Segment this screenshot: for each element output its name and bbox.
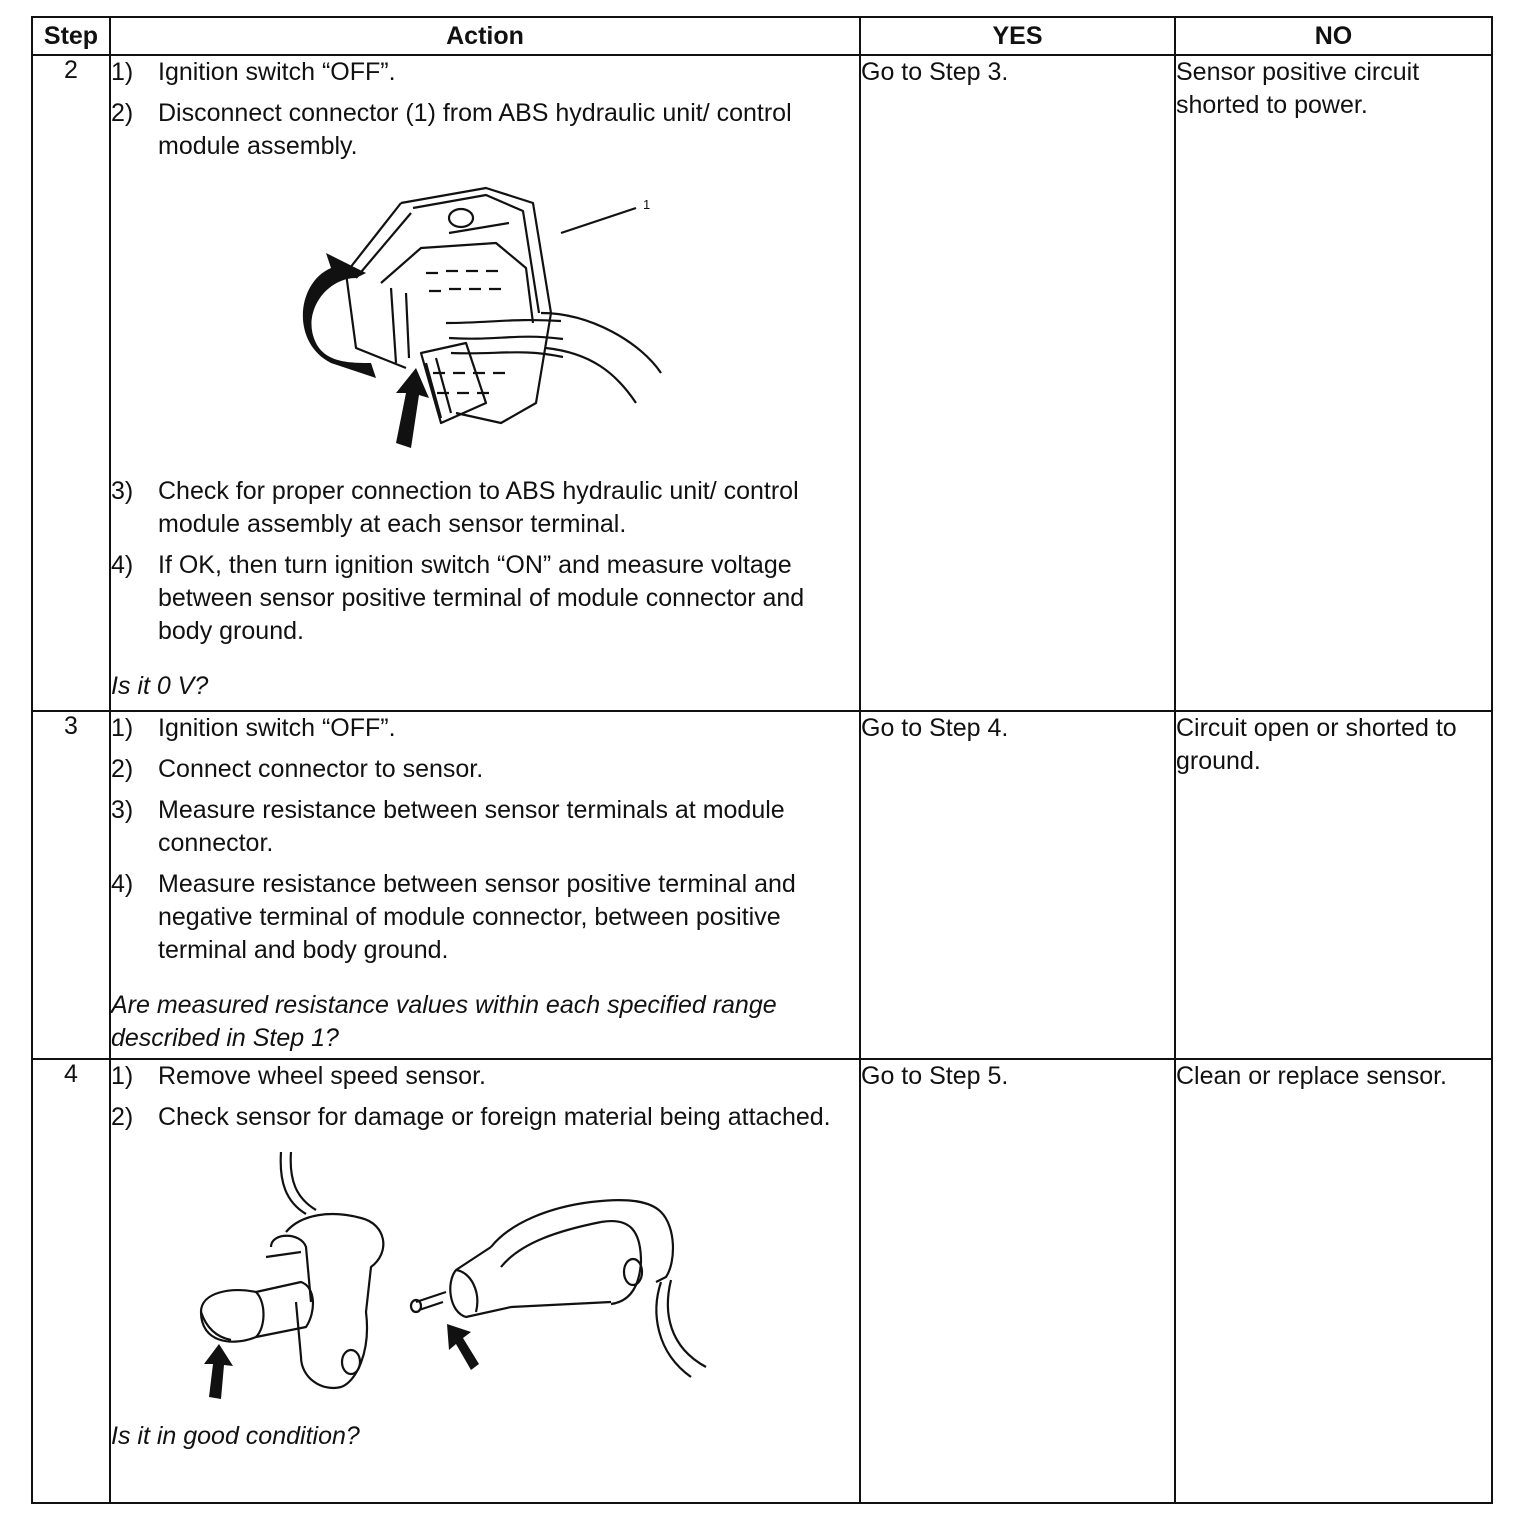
diagnosis-table <box>31 16 1493 1504</box>
action-item <box>111 97 859 163</box>
table-row <box>32 711 1492 1059</box>
step-number: 4 <box>32 1059 110 1503</box>
action-item <box>111 794 859 860</box>
action-cell <box>110 55 860 711</box>
item-number: 2) <box>111 1103 134 1131</box>
figure-callout: 1 <box>643 197 651 212</box>
step-number: 3 <box>32 711 110 1059</box>
header-no: NO <box>1175 17 1492 55</box>
header-step: Step <box>32 17 110 55</box>
item-number: 1) <box>111 58 134 86</box>
header-yes: YES <box>860 17 1175 55</box>
action-item <box>111 1101 859 1134</box>
no-result: Clean or replace sensor. <box>1175 1059 1492 1503</box>
item-text: Check for proper connection to ABS hydraulic unit/ control module assembly at each sensor terminal. <box>158 477 799 538</box>
item-text: Disconnect connector (1) from ABS hydraulic unit/ control module assembly. <box>158 99 792 160</box>
item-number: 3) <box>111 796 134 824</box>
action-item <box>111 753 859 786</box>
item-text: Measure resistance between sensor positive terminal and negative terminal of module connector, between positive terminal and body ground. <box>158 870 796 964</box>
item-number: 1) <box>111 714 134 742</box>
wheel-speed-sensor-illustration <box>171 1152 731 1412</box>
connector-illustration <box>271 173 691 463</box>
item-text: Remove wheel speed sensor. <box>158 1062 486 1090</box>
table-row <box>32 55 1492 711</box>
item-number: 3) <box>111 477 134 505</box>
item-text: Ignition switch “OFF”. <box>158 714 396 742</box>
item-number: 1) <box>111 1062 134 1090</box>
header-row <box>32 17 1492 55</box>
item-text: Measure resistance between sensor terminals at module connector. <box>158 796 785 857</box>
action-item <box>111 712 859 745</box>
item-number: 4) <box>111 870 134 898</box>
action-item <box>111 475 859 541</box>
item-text: If OK, then turn ignition switch “ON” and measure voltage between sensor positive terminal of module connector and body ground. <box>158 551 805 645</box>
action-cell <box>110 711 860 1059</box>
check-question: Are measured resistance values within each specified range described in Step 1? <box>111 991 777 1052</box>
check-question: Is it 0 V? <box>111 672 209 700</box>
header-action: Action <box>110 17 860 55</box>
item-number: 2) <box>111 99 134 127</box>
table-row <box>32 1059 1492 1503</box>
item-number: 2) <box>111 755 134 783</box>
check-question: Is it in good condition? <box>111 1422 360 1450</box>
no-result: Circuit open or shorted to ground. <box>1175 711 1492 1059</box>
action-item <box>111 549 859 648</box>
yes-result: Go to Step 3. <box>860 55 1175 711</box>
action-item <box>111 1060 859 1093</box>
action-cell <box>110 1059 860 1503</box>
item-text: Check sensor for damage or foreign material being attached. <box>158 1103 831 1131</box>
item-number: 4) <box>111 551 134 579</box>
no-result: Sensor positive circuit shorted to power. <box>1175 55 1492 711</box>
action-item <box>111 868 859 967</box>
yes-result: Go to Step 5. <box>860 1059 1175 1503</box>
yes-result: Go to Step 4. <box>860 711 1175 1059</box>
item-text: Connect connector to sensor. <box>158 755 484 783</box>
step-number: 2 <box>32 55 110 711</box>
item-text: Ignition switch “OFF”. <box>158 58 396 86</box>
action-item <box>111 56 859 89</box>
